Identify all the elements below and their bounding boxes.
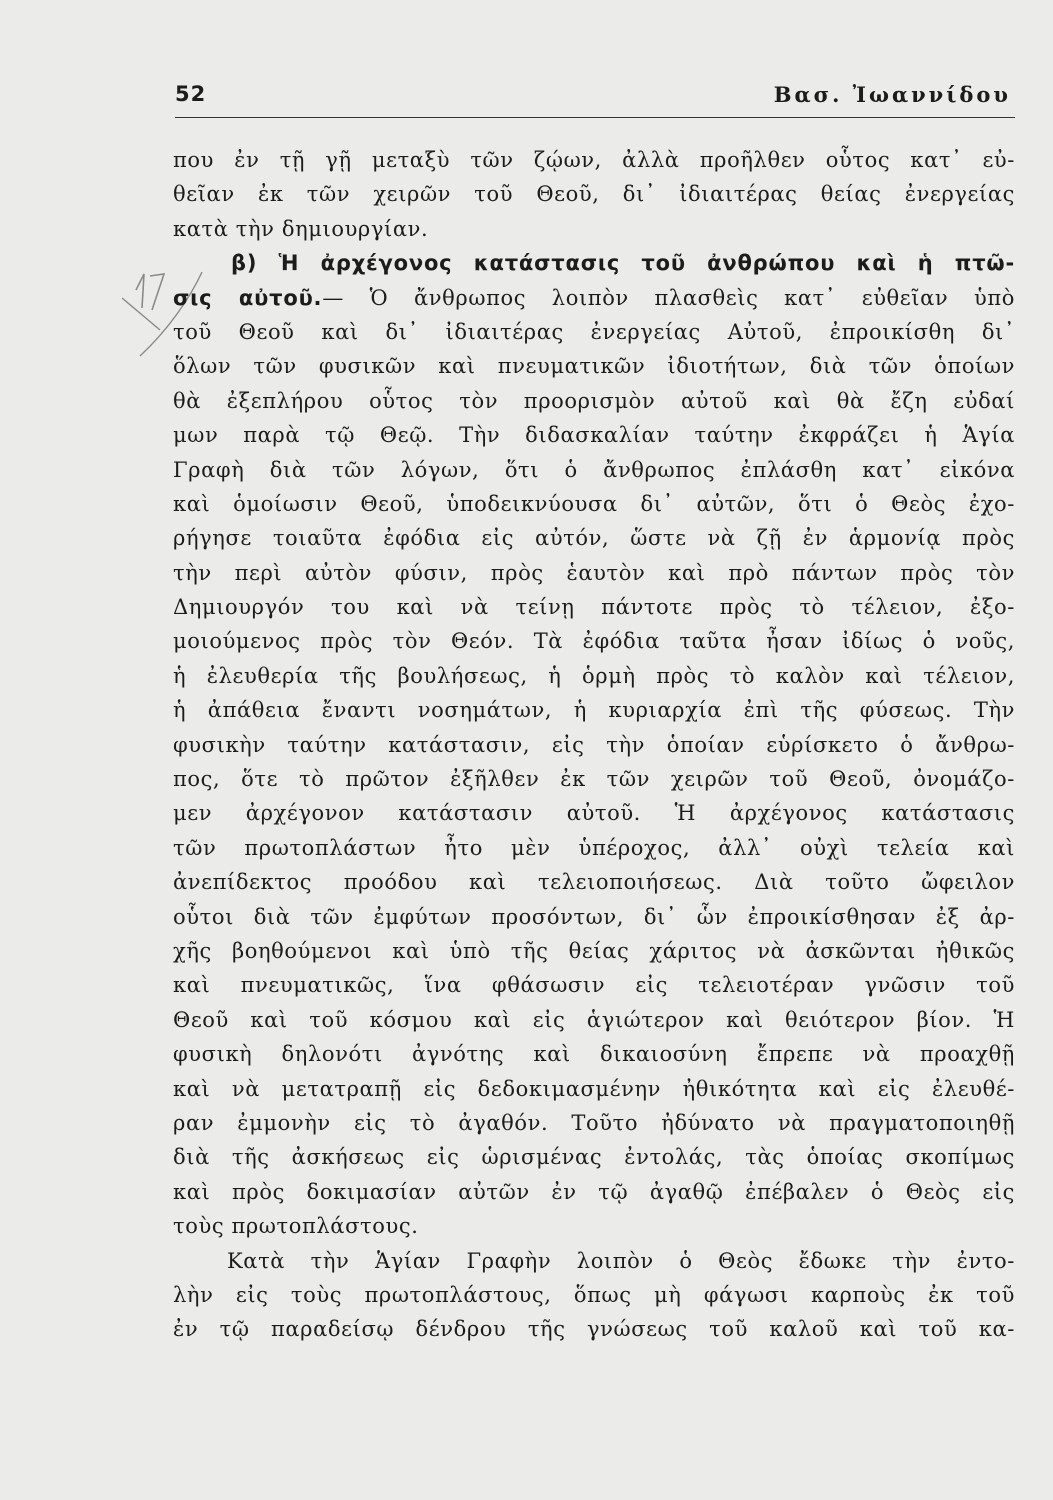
text-line: κατὰ τὴν δημιουργίαν.: [173, 216, 429, 241]
text-line: λὴν εἰς τοὺς πρωτοπλάστους, ὅπως μὴ φάγωσι καρποὺς ἐκ τοῦ: [173, 1282, 1015, 1307]
body-text: [173, 143, 1015, 1347]
text-line: θεῖαν ἐκ τῶν χειρῶν τοῦ Θεοῦ, δι᾽ ἰδιαιτέρας θείας ἐνεργείας: [173, 182, 1015, 207]
text-line: πος, ὅτε τὸ πρῶτον ἐξῆλθεν ἐκ τῶν χειρῶν τοῦ Θεοῦ, ὀνομάζο-: [173, 767, 1015, 792]
text-line: θὰ ἐξεπλήρου οὗτος τὸν προορισμὸν αὐτοῦ καὶ θὰ ἔζη εὐδαί: [173, 388, 1015, 413]
running-head: Βασ. Ἰωαννίδου: [773, 82, 1011, 107]
text-line: χῆς βοηθούμενοι καὶ ὑπὸ τῆς θείας χάριτος νὰ ἀσκῶνται ἠθικῶς: [173, 938, 1015, 963]
text-line: καὶ ὁμοίωσιν Θεοῦ, ὑποδεικνύουσα δι᾽ αὐτῶν, ὅτι ὁ Θεὸς ἐχο-: [173, 491, 1015, 516]
text-line: οὗτοι διὰ τῶν ἐμφύτων προσόντων, δι᾽ ὧν ἐπροικίσθησαν ἐξ ἀρ-: [173, 904, 1015, 929]
text-line: ρήγησε τοιαῦτα ἐφόδια εἰς αὐτόν, ὥστε νὰ ζῇ ἐν ἁρμονίᾳ πρὸς: [173, 526, 1015, 551]
text-line: τὴν περὶ αὐτὸν φύσιν, πρὸς ἑαυτὸν καὶ πρὸ πάντων πρὸς τὸν: [173, 560, 1015, 585]
text-line: φυσικὴν ταύτην κατάστασιν, εἰς τὴν ὁποίαν εὑρίσκετο ὁ ἄνθρω-: [173, 732, 1015, 757]
text-line: φυσικὴ δηλονότι ἀγνότης καὶ δικαιοσύνη ἔπρεπε νὰ προαχθῇ: [173, 1042, 1015, 1067]
section-title-continuation: [173, 281, 1015, 315]
text-line: Κατὰ τὴν Ἁγίαν Γραφὴν λοιπὸν ὁ Θεὸς ἔδωκε τὴν ἐντο-: [227, 1248, 1015, 1273]
text-line: Γραφὴ διὰ τῶν λόγων, ὅτι ὁ ἄνθρωπος ἐπλάσθη κατ᾽ εἰκόνα: [173, 457, 1015, 482]
section-lead-text: — Ὁ ἄνθρωπος λοιπὸν πλασθεὶς κατ᾽ εὐθεῖαν ὑπὸ: [322, 285, 1015, 310]
text-line: τοὺς πρωτοπλάστους.: [173, 1214, 419, 1239]
text-line: μων παρὰ τῷ Θεῷ. Τὴν διδασκαλίαν ταύτην ἐκφράζει ἡ Ἁγία: [173, 423, 1015, 448]
text-line: καὶ νὰ μετατραπῇ εἰς δεδοκιμασμένην ἠθικότητα καὶ εἰς ἐλευθέ-: [173, 1076, 1015, 1101]
text-line: ἡ ἐλευθερία τῆς βουλήσεως, ἡ ὁρμὴ πρὸς τὸ καλὸν καὶ τέλειον,: [173, 663, 1015, 688]
text-line: τῶν πρωτοπλάστων ἦτο μὲν ὑπέροχος, ἀλλ᾽ οὐχὶ τελεία καὶ: [173, 835, 1015, 860]
text-line: ἀνεπίδεκτος προόδου καὶ τελειοποιήσεως. Διὰ τοῦτο ὤφειλον: [173, 870, 1015, 895]
text-line: μοιούμενος πρὸς τὸν Θεόν. Τὰ ἐφόδια ταῦτα ἦσαν ἰδίως ὁ νοῦς,: [173, 629, 1015, 654]
header-rule: [175, 117, 1015, 118]
text-line: ἐν τῷ παραδείσῳ δένδρου τῆς γνώσεως τοῦ καλοῦ καὶ τοῦ κα-: [173, 1317, 1015, 1342]
text-line: ραν ἐμμονὴν εἰς τὸ ἀγαθόν. Τοῦτο ἠδύνατο νὰ πραγματοποιηθῇ: [173, 1110, 1015, 1135]
text-line: διὰ τῆς ἀσκήσεως εἰς ὡρισμένας ἐντολάς, τὰς ὁποίας σκοπίμως: [173, 1145, 1015, 1170]
text-line: καὶ πνευματικῶς, ἵνα φθάσωσιν εἰς τελειοτέραν γνῶσιν τοῦ: [173, 973, 1015, 998]
text-line: ἡ ἀπάθεια ἔναντι νοσημάτων, ἡ κυριαρχία ἐπὶ τῆς φύσεως. Τὴν: [173, 698, 1015, 723]
text-line: Δημιουργόν του καὶ νὰ τείνῃ πάντοτε πρὸς τὸ τέλειον, ἐξο-: [173, 595, 1015, 620]
page-number: 52: [175, 82, 207, 106]
text-line: καὶ πρὸς δοκιμασίαν αὐτῶν ἐν τῷ ἀγαθῷ ἐπέβαλεν ὁ Θεὸς εἰς: [173, 1179, 1015, 1204]
text-line: που ἐν τῇ γῇ μεταξὺ τῶν ζῴων, ἀλλὰ προῆλθεν οὗτος κατ᾽ εὐ-: [173, 148, 1015, 172]
text-line: ὅλων τῶν φυσικῶν καὶ πνευματικῶν ἰδιοτήτων, διὰ τῶν ὁποίων: [173, 354, 1015, 379]
text-line: μεν ἀρχέγονον κατάστασιν αὐτοῦ. Ἡ ἀρχέγονος κατάστασις: [173, 801, 1015, 826]
page-header: [175, 82, 1015, 116]
section-title: β) Ἡ ἀρχέγονος κατάστασις τοῦ ἀνθρώπου καὶ ἡ πτῶ-: [231, 251, 1015, 276]
text-line: Θεοῦ καὶ τοῦ κόσμου καὶ εἰς ἁγιώτερον καὶ θειότερον βίον. Ἡ: [173, 1007, 1015, 1032]
text-line: τοῦ Θεοῦ καὶ δι᾽ ἰδιαιτέρας ἐνεργείας Αὐτοῦ, ἐπροικίσθη δι᾽: [173, 319, 1015, 344]
section-title-end: σις αὐτοῦ.: [173, 285, 323, 310]
